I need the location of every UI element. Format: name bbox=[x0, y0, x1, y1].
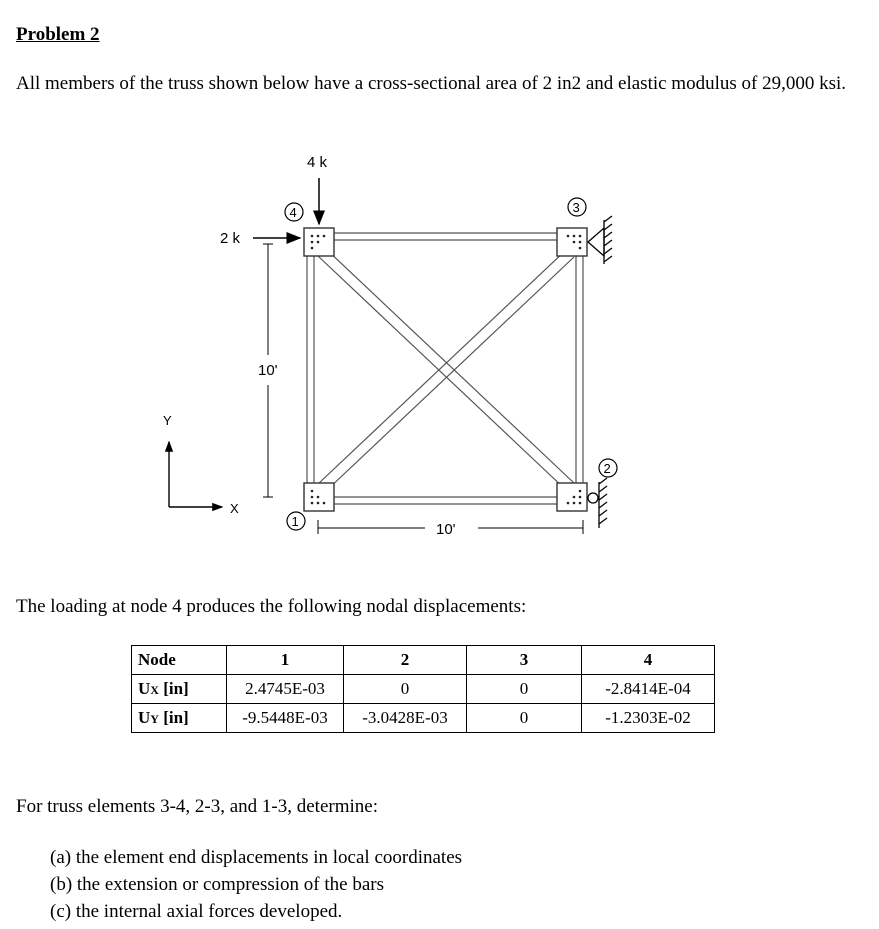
table-cell: -9.5448E-03 bbox=[227, 704, 344, 733]
problem-title: Problem 2 bbox=[16, 24, 100, 45]
svg-text:2: 2 bbox=[603, 461, 611, 476]
table-cell: -2.8414E-04 bbox=[582, 675, 715, 704]
table-cell: -1.2303E-02 bbox=[582, 704, 715, 733]
load-horizontal-label: 2 k bbox=[220, 230, 241, 247]
table-header-cell: 2 bbox=[344, 646, 467, 675]
tasks-intro: For truss elements 3-4, 2-3, and 1-3, determine: bbox=[16, 796, 378, 817]
table-header-row bbox=[132, 646, 715, 675]
table-cell: 0 bbox=[467, 675, 582, 704]
axis-x-label: X bbox=[230, 501, 239, 516]
table-cell: 2.4745E-03 bbox=[227, 675, 344, 704]
node-label-2 bbox=[599, 459, 617, 477]
task-list bbox=[50, 844, 462, 925]
table-cell: -3.0428E-03 bbox=[344, 704, 467, 733]
node-label-4 bbox=[285, 203, 303, 221]
table-header-cell: Node bbox=[132, 646, 227, 675]
table-cell: 0 bbox=[467, 704, 582, 733]
list-item: (a) the element end displacements in local coordinates bbox=[50, 847, 463, 868]
displacement-table bbox=[131, 645, 715, 733]
coordinate-axes-icon bbox=[169, 442, 222, 507]
node-label-1 bbox=[287, 512, 305, 530]
table-row bbox=[132, 704, 715, 733]
bolt-holes bbox=[311, 235, 582, 505]
loading-description: The loading at node 4 produces the following nodal displacements: bbox=[16, 596, 527, 617]
svg-text:1: 1 bbox=[291, 514, 299, 529]
axis-y-label: Y bbox=[163, 413, 172, 428]
dimension-horizontal-label: 10' bbox=[436, 521, 456, 538]
list-item: (c) the internal axial forces developed. bbox=[50, 901, 343, 922]
table-row bbox=[132, 675, 715, 704]
list-item: (b) the extension or compression of the bars bbox=[50, 874, 384, 895]
row-label-uy: UY [in] bbox=[132, 704, 227, 733]
roller-support-icon bbox=[588, 478, 607, 528]
truss-figure bbox=[0, 140, 879, 565]
table-header-cell: 4 bbox=[582, 646, 715, 675]
dimension-vertical-label: 10' bbox=[258, 362, 278, 379]
table-header-cell: 3 bbox=[467, 646, 582, 675]
svg-text:3: 3 bbox=[572, 200, 580, 215]
problem-statement: All members of the truss shown below have a cross-sectional area of 2 in2 and elastic modulus of 29,000 ksi. bbox=[16, 73, 847, 94]
svg-text:4: 4 bbox=[289, 205, 297, 220]
row-label-ux: UX [in] bbox=[132, 675, 227, 704]
pin-support-icon bbox=[588, 216, 612, 264]
table-header-cell: 1 bbox=[227, 646, 344, 675]
truss-members bbox=[307, 233, 583, 504]
node-label-3 bbox=[568, 198, 586, 216]
table-cell: 0 bbox=[344, 675, 467, 704]
load-vertical-label: 4 k bbox=[307, 154, 328, 171]
